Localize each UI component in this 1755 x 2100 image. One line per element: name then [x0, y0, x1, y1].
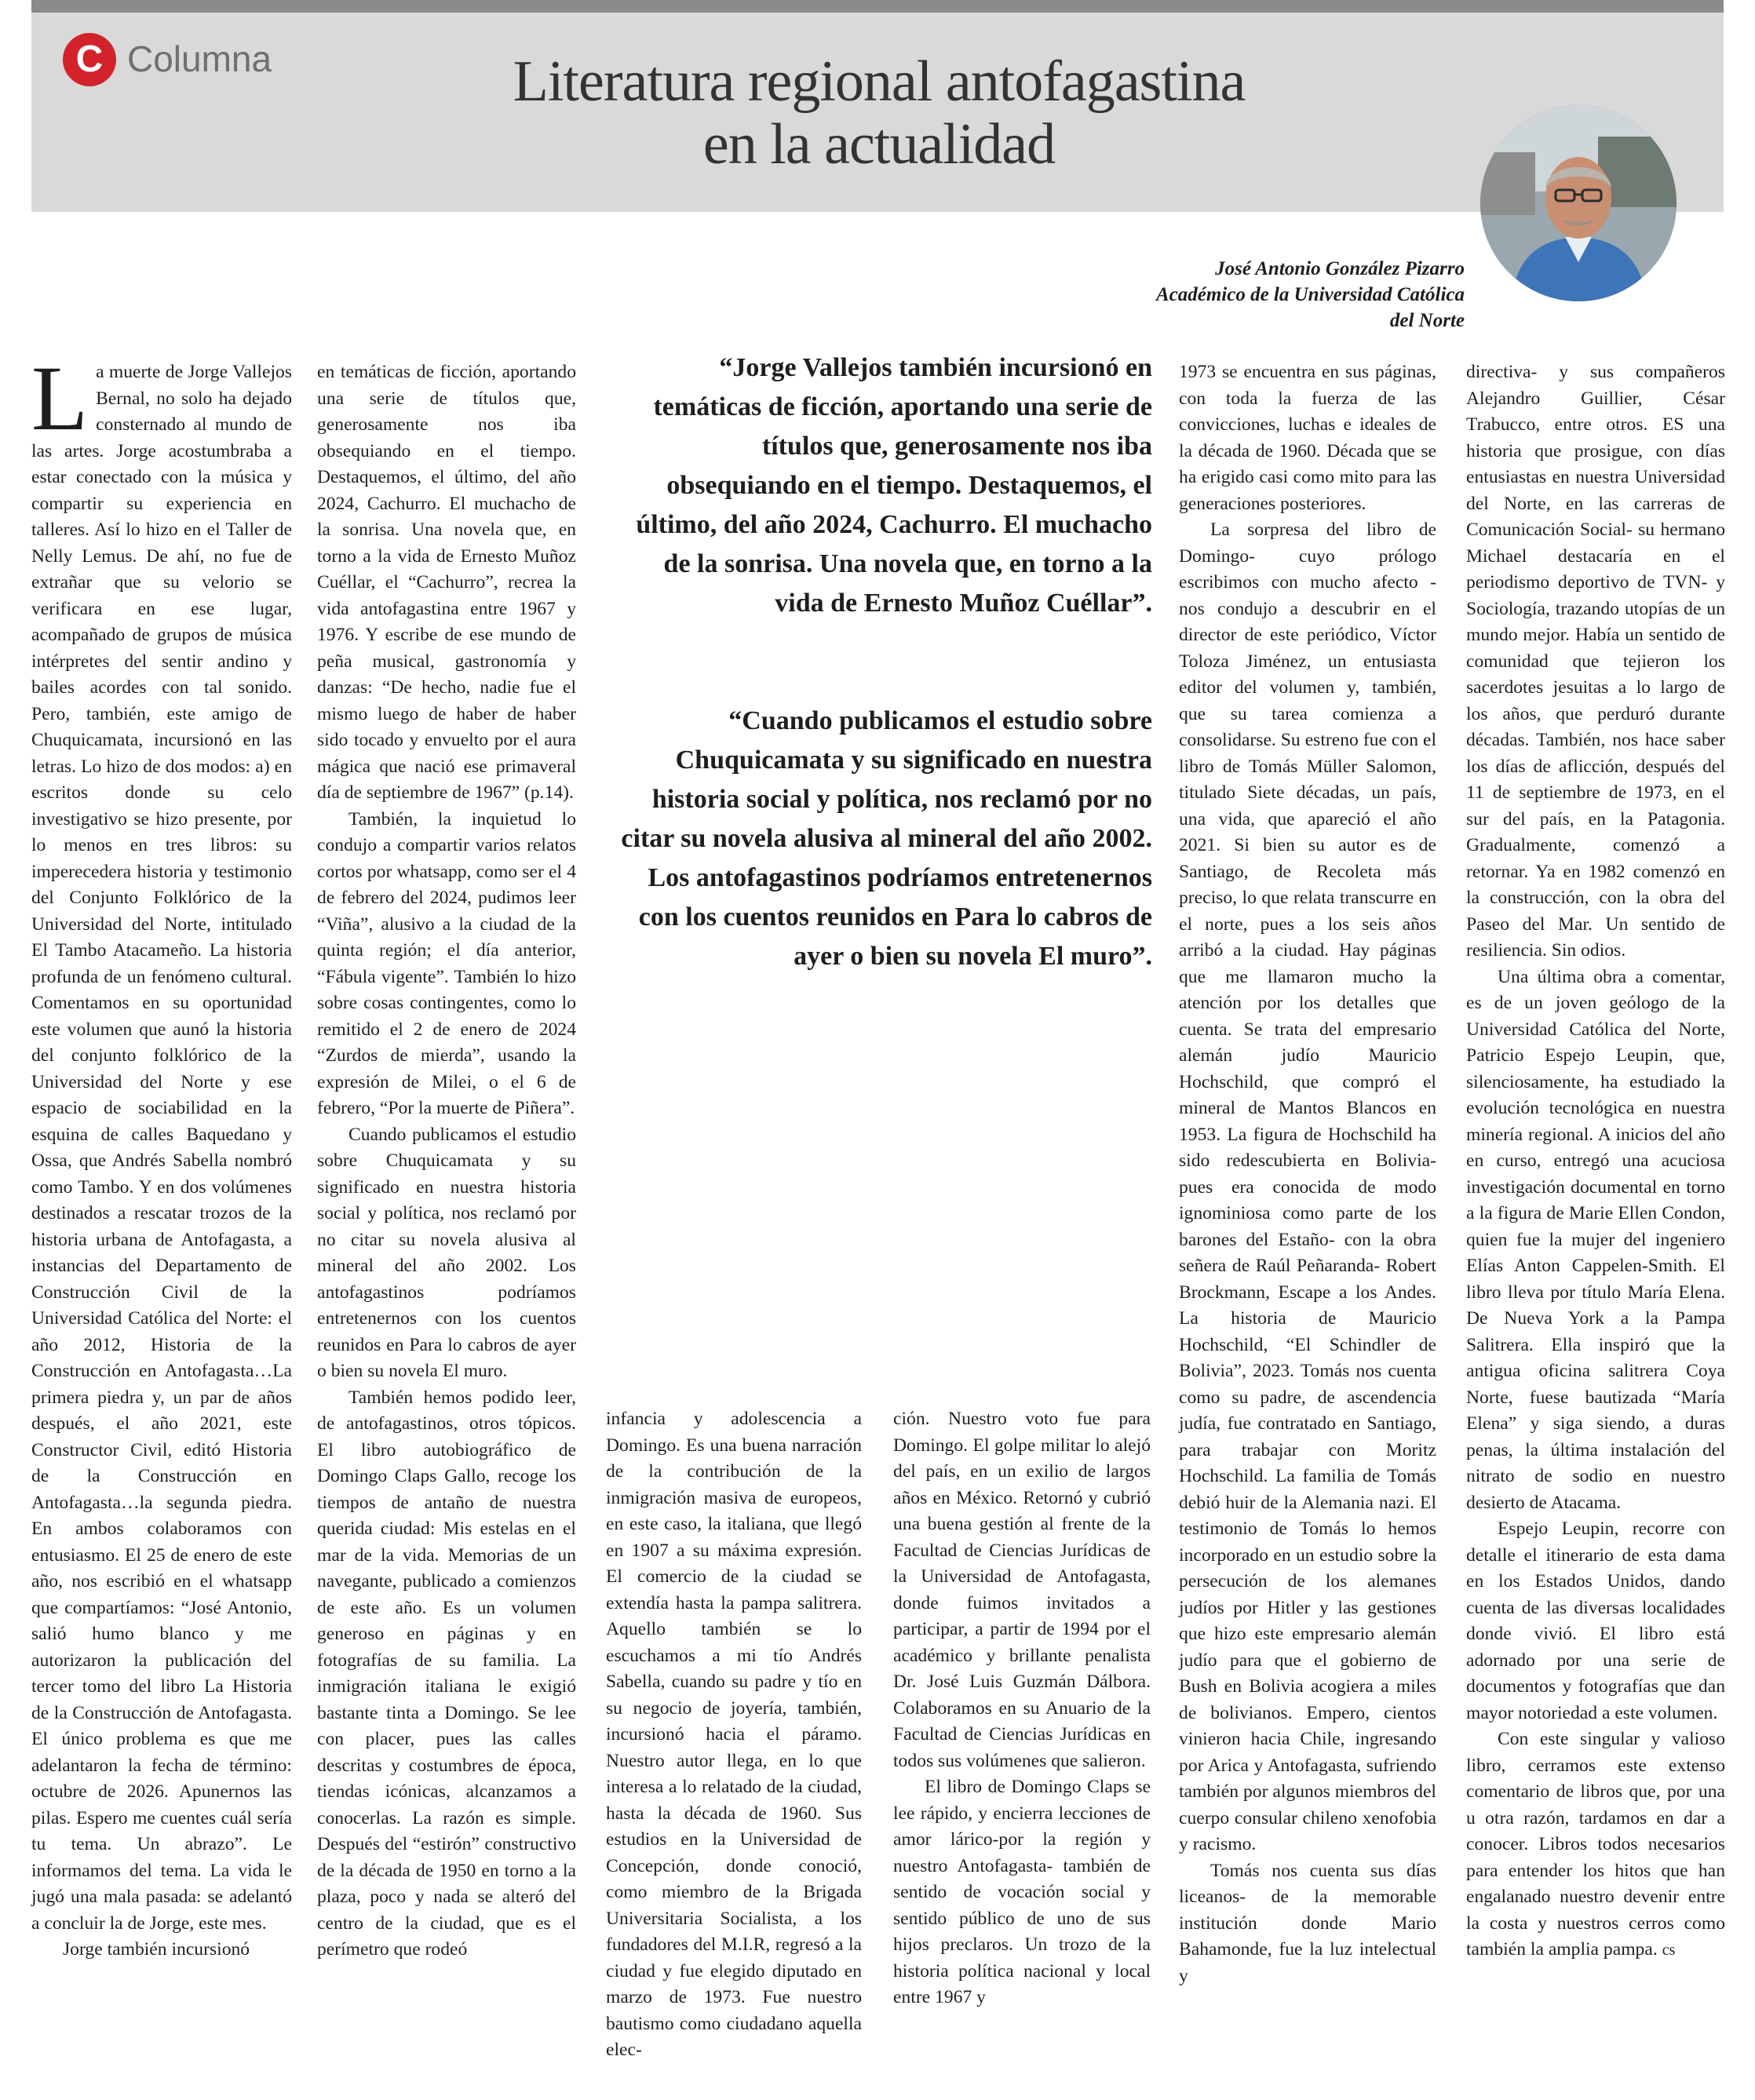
paragraph: Espejo Leupin, recorre con detalle el itinerario de esta dama en los Estados Unidos, dando cuenta de las diversas localidades donde vivió. El libro está adornado por una serie de documentos y fotografías que dan mayor notoriedad a este volumen. — [1466, 1518, 1725, 1723]
drop-cap: L — [31, 347, 89, 450]
paragraph: También hemos podido leer, de antofagastinos, otros tópicos. El libro autobiográfico de Domingo Claps Gallo, recoge los tiempos de antaño de nuestra querida ciudad: Mis estelas en el mar de la vida. Memorias de un navegante, publicado a comienzos de este año. Es un volumen generoso en páginas y en fotografías de su familia. La inmigración italiana le exigió bastante tinta a Domingo. Se lee con placer, pues las calles descritas y costumbres de época, tiendas icónicas, alcanzamos a conocerlas. La razón es simple. Después del “estirón” constructivo de la década de 1950 en torno a la plaza, poco y nada se alteró del centro de la ciudad, que es el perímetro que rodeó — [317, 1387, 576, 1960]
column-3 — [606, 1406, 862, 2064]
column-2 — [317, 359, 576, 1963]
column-4 — [893, 1406, 1151, 2011]
page-title — [408, 50, 1350, 176]
paragraph: El libro de Domingo Claps se lee rápido, y encierra lecciones de amor lárico-por la región y nuestro Antofagasta- también de sentido de vocación social y sentido público de uno de sus hijos preclaros. Un trozo de la historia política nacional y local entre 1967 y — [893, 1777, 1151, 2007]
author-role-line-1: Académico de la Universidad Católica — [1155, 284, 1465, 305]
paragraph-text: a muerte de Jorge Vallejos Bernal, no solo ha dejado consternado al mundo de las artes. Jorge acostumbraba a estar conectado con la música y compartir su experiencia en talleres. Así lo hizo en el Taller de Nelly Lemus. De ahí, no fue de extrañar que su velorio se verificara en ese lugar, acompañado de grupos de música intérpretes del sentir andino y bailes acordes con tal sonido. Pero, también, este amigo de Chuquicamata, incursionó en las letras. Lo hizo de dos modos: a) en escritos donde su celo investigativo se hizo presente, por lo menos en tres libros: su imperecedera historia y testimonio del Conjunto Folklórico de la Universidad del Norte, intitulado El Tambo Atacameño. La historia profunda de un fenómeno cultural. Comentamos en su oportunidad este volumen que aunó la historia del conjunto folklórico de la Universidad del Norte y ese espacio de sociabilidad en la esquina de calles Baquedano y Ossa, que Andrés Sabella nombró como Tambo. Y en dos volúmenes destinados a rescatar trozos de la historia urbana de Antofagasta, a instancias del Departamento de Construcción Civil de la Universidad Católica del Norte: el año 2012, Historia de la Construcción en Antofagasta…La primera piedra y, un par de años después, el año 2021, este Constructor Civil, editó Historia de la Construcción en Antofagasta…la segunda piedra. En ambos colaboramos con entusiasmo. El 25 de enero de este año, nos escribió en el whatsapp que compartíamos: “José Antonio, salió humo blanco y me autorizaron la publicación del tercer tomo del libro La Historia de la Construcción de Antofagasta. El único problema es que me adelantaron la fecha de término: octubre de 2026. Apunernos las pilas. Espero me cuentes cuál sería tu tema. Un abrazo”. Le informamos del tema. La vida le jugó una mala pasada: se adelantó a concluir la de Jorge, este mes. — [31, 362, 292, 1934]
paragraph — [31, 347, 292, 1937]
paragraph — [1466, 1726, 1725, 1964]
paragraph: También, la inquietud lo condujo a compartir varios relatos cortos por whatsapp, como ser el 4 de febrero del 2024, pudimos leer “Viña”, alusivo a la ciudad de la quinta región; el día anterior, “Fábula vigente”. También lo hizo sobre cosas contingentes, como lo remitido el 2 de enero de 2024 “Zurdos de mierda”, usando la expresión de Milei, o el 6 de febrero, “Por la muerte de Piñera”. — [317, 808, 576, 1118]
paragraph: ción. Nuestro voto fue para Domingo. El golpe militar lo alejó del país, en un exilio de largos años en México. Retornó y cubrió una buena gestión al frente de la Facultad de Ciencias Jurídicas de la Universidad de Antofagasta, donde fuimos invitados a participar, a partir de 1994 por el académico y brillante penalista Dr. José Luis Guzmán Dálbora. Colaboramos en su Anuario de la Facultad de Ciencias Jurídicas en todos sus volúmenes que salieron. — [893, 1409, 1151, 1771]
paragraph: Cuando publicamos el estudio sobre Chuquicamata y su significado en nuestra historia social y política, nos reclamó por no citar su novela alusiva al mineral del año 2002. Los antofagastinos podríamos entretenernos con los cuentos reunidos en Para lo cabros de ayer o bien su novela El muro. — [317, 1124, 576, 1381]
column-6 — [1466, 359, 1725, 1964]
column-5 — [1179, 359, 1436, 1989]
paragraph: Jorge también incursionó — [63, 1939, 250, 1960]
title-line-1: Literatura regional antofagastina — [513, 49, 1246, 114]
section-badge: C — [63, 33, 116, 86]
author-portrait-image — [1480, 105, 1677, 301]
section-label: Columna — [127, 38, 272, 79]
pull-quote-1: “Jorge Vallejos también incursionó en temáticas de ficción, aportando una serie de títulos que, generosamente nos iba obsequiando en el tiempo. Destaquemos, el último, del año 2024, Cachurro. El muchacho de la sonrisa. Una novela que, en torno a la vida de Ernesto Muñoz Cuéllar”. — [636, 353, 1152, 618]
author-byline — [1156, 256, 1465, 334]
end-mark: cs — [1662, 1941, 1676, 1959]
top-rule — [31, 0, 1724, 13]
author-name: José Antonio González Pizarro — [1215, 258, 1465, 279]
title-line-2: en la actualidad — [702, 112, 1056, 177]
paragraph: infancia y adolescencia a Domingo. Es una buena narración de la contribución de la inmigración masiva de europeos, en este caso, la italiana, que llegó en 1907 a su máxima expresión. El comercio de la ciudad se extendía hasta la pampa salitrera. Aquello también se lo escuchamos a mi tío Andrés Sabella, cuando su padre y tío en su negocio de joyería, también, incursionó hacia el páramo. Nuestro autor llega, en lo que interesa a lo relatado de la ciudad, hasta la década de 1960. Sus estudios en la Universidad de Concepción, donde conoció, como miembro de la Brigada Universitaria Socialista, a los fundadores del M.I.R, regresó a la ciudad y fue elegido diputado en marzo de 1973. Fue nuestro bautismo como ciudadano aquella elec- — [606, 1409, 862, 2060]
paragraph: en temáticas de ficción, aportando una serie de títulos que, generosamente nos iba obsequiando en el tiempo. Destaquemos, el último, del año 2024, Cachurro. El muchacho de la sonrisa. Una novela que, en torno a la vida de Ernesto Muñoz Cuéllar, el “Cachurro”, recrea la vida antofagastina entre 1967 y 1976. Y escribe de ese mundo de peña musical, gastronomía y danzas: “De hecho, nadie fue el mismo luego de haber de haber sido tocado y envuelto por el aura mágica que nació ese primaveral día de septiembre de 1967” (p.14). — [317, 362, 576, 803]
column-1 — [31, 347, 292, 1963]
paragraph-text: Con este singular y valioso libro, cerramos este extenso comentario de libros que, por una u otra razón, tardamos en dar a conocer. Libros todos necesarios para entender los hitos que han engalanado nuestro devenir entre la costa y nuestros cerros como también la amplia pampa. — [1466, 1729, 1725, 1960]
pull-quote-2: “Cuando publicamos el estudio sobre Chuquicamata y su significado en nuestra historia social y política, nos reclamó por no citar su novela alusiva al mineral del año 2002. Los antofagastinos podríamos entretenernos con los cuentos reunidos en Para lo cabros de ayer o bien su novela El muro”. — [621, 706, 1152, 971]
paragraph: La sorpresa del libro de Domingo- cuyo prólogo escribimos con mucho afecto - nos condujo a descubrir en el director de este periódico, Víctor Toloza Jiménez, un entusiasta editor del volumen y, también, que su tarea comienza a consolidarse. Su estreno fue con el libro de Tomás Müller Salomon, titulado Siete décadas, un país, una vida, que apareció el año 2021. Si bien su autor es de Santiago, de Recoleta más preciso, lo que relata transcurre en el norte, pues a los seis años arribó a la ciudad. Hay páginas que me llamaron mucho la atención por los detalles que cuenta. Se trata del empresario alemán judío Mauricio Hochschild, que compró el mineral de Mantos Blancos en 1953. La figura de Hochschild ha sido redescubierta en Bolivia- pues era conocida de modo ignominiosa como parte de los barones del Estaño- con la obra señera de Raúl Peñaranda- Robert Brockmann, Escape a los Andes. La historia de Mauricio Hochschild, “El Schindler de Bolivia”, 2023. Tomás nos cuenta como su padre, de ascendencia judía, fue contratado en Santiago, para trabajar con Moritz Hochschild. La familia de Tomás debió huir de la Alemania nazi. El testimonio de Tomás lo hemos incorporado en un estudio sobre la persecución de los alemanes judíos por Hitler y las gestiones que hizo este empresario alemán judío para que el gobierno de Bush en Bolivia acogiera a miles de bolivianos. Empero, cientos vinieron hacia Chile, ingresando por Arica y Antofagasta, sufriendo también por algunos miembros del cuerpo consular chileno xenofobia y racismo. — [1179, 520, 1436, 1854]
paragraph: directiva- y sus compañeros Alejandro Guillier, César Trabucco, entre otros. ES una historia que prosigue, con días entusiastas en nuestra Universidad del Norte, en las carreras de Comunicación Social- su hermano Michael destacaría en el periodismo deportivo de TVN- y Sociología, trazando utopías de un mundo mejor. Había un sentido de comunidad que tejieron los sacerdotes jesuitas a lo largo de los años, que perduró durante décadas. También, nos hace saber los días de aflicción, después del 11 de septiembre de 1973, en el sur del país, en la Patagonia. Gradualmente, comenzó a retornar. Ya en 1982 comenzó en la construcción, con la obra del Paseo del Mar. Un sentido de resiliencia. Sin odios. — [1466, 362, 1725, 961]
paragraph: Tomás nos cuenta sus días liceanos- de la memorable institución donde Mario Bahamonde, fue la luz intelectual y — [1179, 1860, 1436, 1986]
author-role-line-2: del Norte — [1389, 310, 1465, 331]
paragraph: 1973 se encuentra en sus páginas, con toda la fuerza de las convicciones, luchas e ideales de la década de 1960. Década que se ha erigido casi como mito para las generaciones posteriores. — [1179, 362, 1436, 514]
author-photo — [1480, 105, 1677, 301]
paragraph: Una última obra a comentar, es de un joven geólogo de la Universidad Católica del Norte, Patricio Espejo Leupin, que, silenciosamente, ha estudiado la evolución tecnológica en nuestra minería regional. A inicios del año en curso, entregó una acuciosa investigación documental en torno a la figura de Marie Ellen Condon, quien fue la mujer del ingeniero Elías Anton Cappelen-Smith. El libro lleva por título María Elena. De Nueva York a la Pampa Salitrera. Ella inspiró que la antigua oficina salitrera Coya Norte, fuese bautizada “María Elena” y siga siendo, a duras penas, la última instalación del nitrato de sodio en nuestro desierto de Atacama. — [1466, 966, 1725, 1513]
